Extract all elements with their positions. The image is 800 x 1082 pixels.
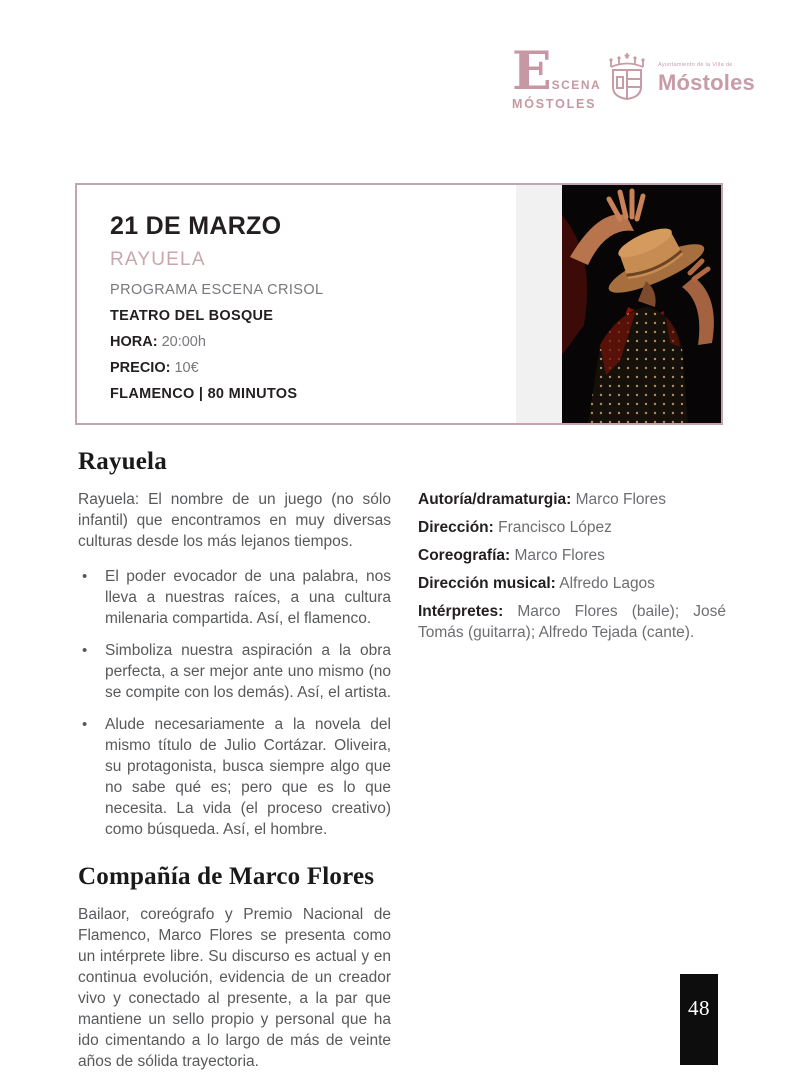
event-program: PROGRAMA ESCENA CRISOL — [110, 282, 324, 298]
escena-mostoles-logo — [512, 41, 602, 114]
credit-value: Marco Flores (baile); José Tomás (guitarra); Alfredo Tejada (cante). — [418, 603, 726, 641]
credit-label: Coreografía: — [418, 547, 511, 564]
bullet-item: • Alude necesariamente a la novela del mismo título de Julio Cortázar. Oliveira, su protagonista, busca siempre algo que no sabe qué es; pero que es lo que necesita. La vida (el proceso creativo) como búsqueda. Así, el hombre. — [78, 714, 391, 840]
credit-value: Alfredo Lagos — [555, 575, 655, 592]
escena-logo-scena: SCENA — [551, 78, 602, 92]
event-card — [75, 183, 723, 425]
ayto-logo-text — [658, 62, 755, 96]
about-heading: Rayuela — [78, 448, 167, 475]
ayuntamiento-mostoles-logo — [604, 52, 755, 105]
credit-label: Dirección musical: — [418, 575, 556, 592]
mostoles-crest-icon — [604, 52, 650, 105]
escena-logo-top-row — [512, 41, 602, 102]
credit-label: Intérpretes: — [418, 603, 504, 620]
event-info — [77, 185, 516, 423]
ayto-logo-name: Móstoles — [658, 69, 755, 95]
bullet-item: • El poder evocador de una palabra, nos lleva a nuestras raíces, a una cultura milenaria compartida. Así, el flamenco. — [78, 566, 391, 629]
credit-value: Marco Flores — [510, 547, 605, 564]
credit-line — [418, 517, 726, 538]
event-price-value: 10€ — [174, 360, 199, 376]
credits-section — [418, 489, 726, 650]
company-heading: Compañía de Marco Flores — [78, 863, 375, 890]
credit-line — [418, 601, 726, 643]
credit-value: Marco Flores — [571, 491, 667, 508]
event-time — [110, 334, 506, 350]
credit-label: Dirección: — [418, 519, 494, 536]
event-date: 21 DE MARZO — [110, 212, 282, 240]
credit-value: Francisco López — [493, 519, 612, 536]
ayto-logo-small-text: Ayuntamiento de la Villa de — [658, 61, 733, 68]
credit-line — [418, 489, 726, 510]
event-venue: TEATRO DEL BOSQUE — [110, 308, 274, 324]
event-card-gray-strip — [516, 185, 562, 423]
credit-label: Autoría/dramaturgia: — [418, 491, 572, 508]
escena-logo-initial: E — [512, 41, 550, 102]
event-time-value: 20:00h — [161, 334, 206, 350]
escena-logo-mostoles: MÓSTOLES — [512, 97, 597, 111]
credit-line — [418, 545, 726, 566]
bullet-item: • Simboliza nuestra aspiración a la obra perfecta, a ser mejor ante uno mismo (no se compite con los demás). Así, el artista. — [78, 640, 391, 703]
about-bullet-list — [78, 566, 391, 840]
event-genre: FLAMENCO | 80 MINUTOS — [110, 386, 298, 402]
event-price — [110, 360, 506, 376]
event-price-label: PRECIO: — [110, 360, 171, 376]
credit-line — [418, 573, 726, 594]
company-paragraph: Bailaor, coreógrafo y Premio Nacional de Flamenco, Marco Flores se presenta como un intérprete libre. Su discurso es actual y en continua evolución, evidencia de un creador vivo y conectado al presente, a la par que mantiene un sello propio y personal que ha ido cimentando a lo largo de más de veinte años de sólida trayectoria. — [78, 906, 391, 1070]
event-title: RAYUELA — [110, 249, 206, 270]
about-intro-paragraph: Rayuela: El nombre de un juego (no sólo infantil) que encontramos en muy diversas culturas desde los más lejanos tiempos. — [78, 491, 391, 550]
about-section — [78, 448, 391, 1082]
flamenco-dancer-photo — [562, 185, 721, 423]
page-number-box — [680, 974, 718, 1065]
event-time-label: HORA: — [110, 334, 158, 350]
page-number: 48 — [688, 996, 710, 1020]
